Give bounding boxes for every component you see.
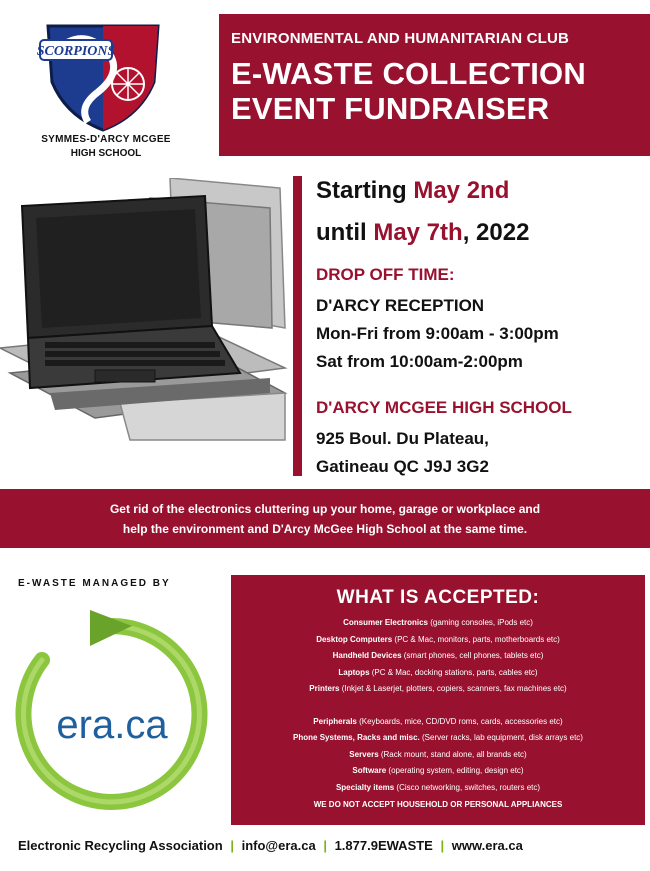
accent-bar [293, 176, 302, 476]
school-name-line2: HIGH SCHOOL [70, 148, 142, 159]
footer-phone[interactable]: 1.877.9EWASTE [334, 838, 433, 853]
school-logo [28, 12, 178, 158]
laptop-pile-image [0, 178, 290, 448]
event-title-line2: EVENT FUNDRAISER [231, 91, 550, 126]
footer-separator: | [440, 838, 445, 853]
laptop-pile-icon [0, 178, 290, 448]
dropoff-location: D'ARCY RECEPTION [316, 296, 485, 315]
end-year: , 2022 [462, 219, 530, 246]
accepted-item: Handheld Devices (smart phones, cell phones, tablets etc) [332, 651, 544, 660]
svg-text:era.ca: era.ca [56, 703, 168, 747]
not-accepted-note: WE DO NOT ACCEPT HOUSEHOLD OR PERSONAL APPLIANCES [313, 800, 563, 809]
message-line2: help the environment and D'Arcy McGee High School at the same time. [122, 522, 528, 536]
message-line1: Get rid of the electronics cluttering up your home, garage or workplace and [109, 502, 541, 516]
address-line1: 925 Boul. Du Plateau, [316, 429, 489, 448]
list-gap [231, 698, 645, 714]
scorpion-crest-icon [28, 12, 178, 134]
event-title-line1: E-WASTE COLLECTION [231, 56, 586, 91]
address-line2: Gatineau QC J9J 3G2 [316, 457, 489, 476]
footer-separator: | [323, 838, 327, 853]
start-date: May 2nd [413, 177, 510, 204]
start-prefix: Starting [316, 177, 414, 204]
location-name: D'ARCY MCGEE HIGH SCHOOL [316, 398, 572, 417]
start-date-line [316, 170, 529, 212]
location-address [316, 425, 489, 481]
accepted-item: Laptops (PC & Mac, docking stations, parts, cables etc) [338, 667, 538, 677]
message-band [0, 489, 650, 548]
dropoff-saturday-hours: Sat from 10:00am-2:00pm [316, 352, 523, 371]
svg-text:SCORPIONS: SCORPIONS [36, 44, 116, 59]
end-date-line [316, 212, 529, 254]
dropoff-details [316, 292, 559, 376]
event-title [231, 56, 586, 126]
footer-separator: | [230, 838, 234, 853]
accepted-item: Specialty items (Cisco networking, switches, routers etc) [335, 782, 541, 792]
accepted-title: WHAT IS ACCEPTED: [336, 587, 540, 608]
recycle-arrow-icon [12, 610, 212, 830]
event-dates [316, 170, 529, 254]
dropoff-weekday-hours: Mon-Fri from 9:00am - 3:00pm [316, 324, 559, 343]
era-logo [12, 610, 212, 830]
accepted-item: Desktop Computers (PC & Mac, monitors, parts, motherboards etc) [316, 634, 560, 644]
end-date: May 7th [373, 219, 463, 246]
accepted-list [231, 615, 645, 814]
accepted-item: Phone Systems, Racks and misc. (Server racks, lab equipment, disk arrays etc) [293, 733, 583, 742]
footer-org: Electronic Recycling Association [18, 838, 223, 853]
footer-contact [18, 838, 523, 853]
end-prefix: until [316, 219, 374, 246]
accepted-items-box [231, 575, 645, 825]
club-title: ENVIRONMENTAL AND HUMANITARIAN CLUB [231, 30, 570, 47]
managed-by-label: E-WASTE MANAGED BY [18, 578, 171, 589]
dropoff-label: DROP OFF TIME: [316, 265, 455, 284]
accepted-item: Servers (Rack mount, stand alone, all brands etc) [349, 749, 527, 759]
footer-email[interactable]: info@era.ca [241, 838, 316, 853]
accepted-item: Printers (Inkjet & Laserjet, plotters, copiers, scanners, fax machines etc) [309, 684, 567, 693]
school-name-line1: SYMMES-D'ARCY MCGEE [41, 134, 171, 145]
header-band [219, 14, 650, 156]
accepted-item: Software (operating system, editing, design etc) [352, 766, 524, 775]
footer-website[interactable]: www.era.ca [451, 838, 523, 853]
accepted-item: Peripherals (Keyboards, mice, CD/DVD roms, cards, accessories etc) [313, 716, 563, 726]
accepted-item: Consumer Electronics (gaming consoles, iPods etc) [343, 618, 533, 627]
